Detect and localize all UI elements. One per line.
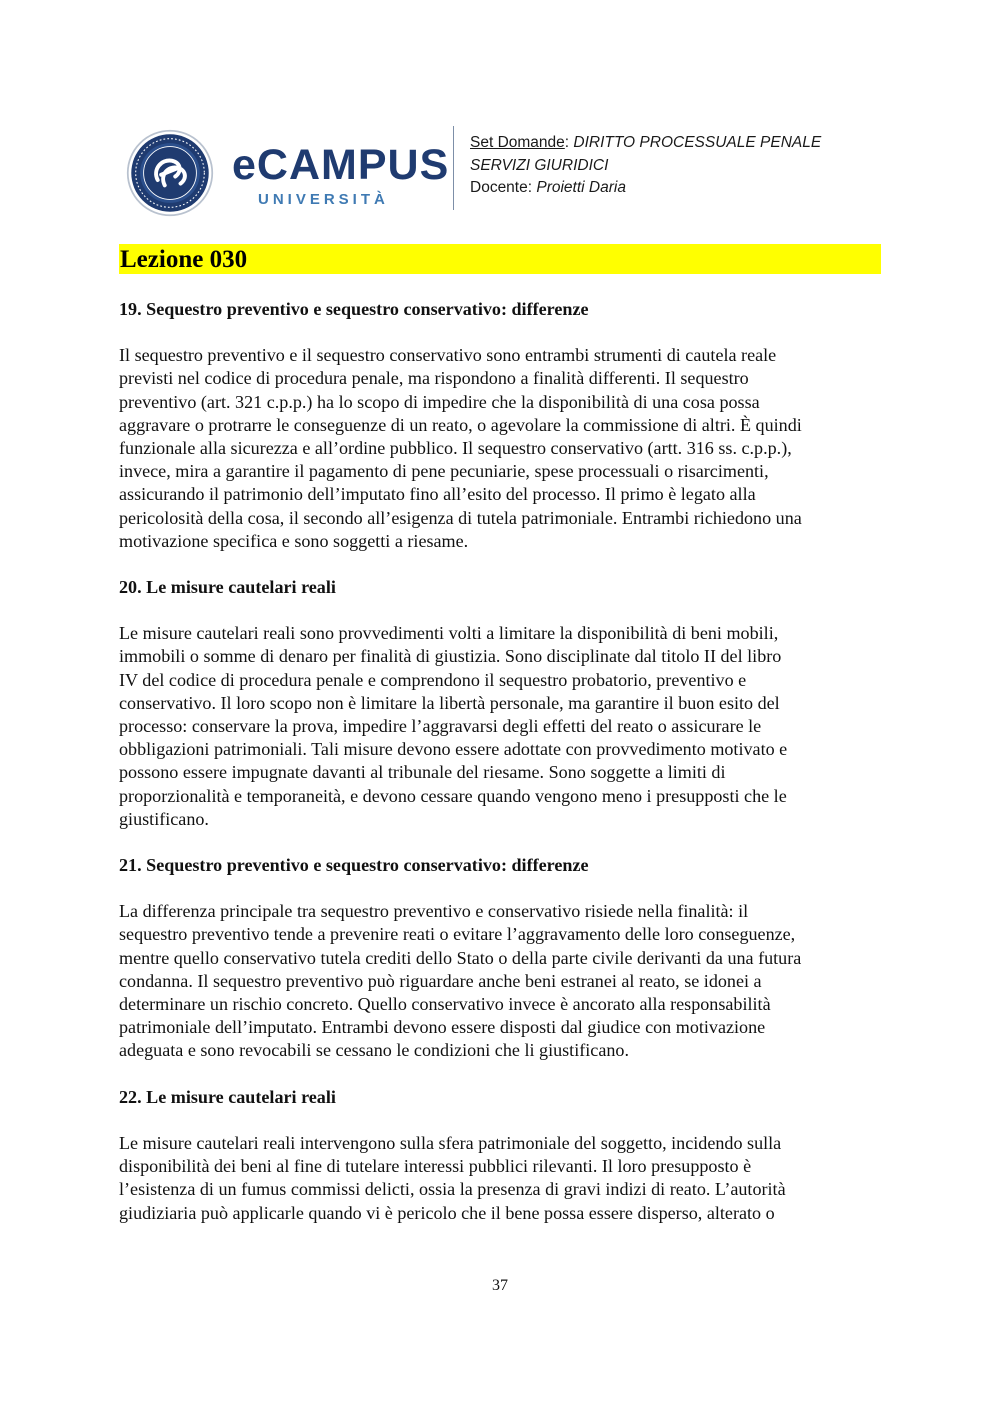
question-answer: [119, 900, 882, 1062]
answer-line: condanna. Il sequestro preventivo può riguardare anche beni estranei al reato, se idonei a: [119, 970, 762, 991]
answer-line: previsti nel codice di procedura penale, ma rispondono a finalità differenti. Il sequestro: [119, 368, 749, 389]
docente-label: Docente: [470, 179, 528, 196]
header-course-info: [470, 132, 821, 200]
answer-line: Il sequestro preventivo e il sequestro conservativo sono entrambi strumenti di cautela reale: [119, 345, 777, 366]
question-title: 21. Sequestro preventivo e sequestro conservativo: differenze: [119, 855, 589, 876]
answer-line: l’esistenza di un fumus commissi delicti, ossia la presenza di gravi indizi di reato. L’autorità: [119, 1179, 786, 1200]
logo-subtitle-text: UNIVERSITÀ: [258, 191, 389, 208]
question-title: 20. Le misure cautelari reali: [119, 577, 336, 598]
header-set-line: Set Domande: DIRITTO PROCESSUALE PENALE: [470, 134, 822, 151]
answer-line: sequestro preventivo tende a prevenire reati o evitare l’aggravamento delle loro conseguenze,: [119, 924, 796, 945]
answer-line: possono essere impugnate davanti al tribunale del riesame. Sono soggette a limiti di: [119, 762, 726, 783]
answer-line: invece, mira a garantire il pagamento di pene pecuniarie, spese processuali o risarcimenti,: [119, 461, 769, 482]
set-label: Set Domande: [470, 134, 565, 151]
question-answer: [119, 1132, 882, 1225]
page-number: 37: [492, 1277, 508, 1294]
header-docente-line: Docente: Proietti Daria: [470, 179, 626, 196]
answer-line: disponibilità dei beni al fine di tutelare interessi pubblici rilevanti. Il loro presupposto è: [119, 1156, 752, 1177]
answer-line: aggravare o protrarre le conseguenze di un reato, o agevolare la commissione di altri. È quindi: [119, 414, 802, 435]
questions-content: [119, 298, 882, 1248]
answer-line: IV del codice di procedura penale e comprendono il sequestro probatorio, preventivo e: [119, 669, 747, 690]
answer-line: Le misure cautelari reali intervengono sulla sfera patrimoniale del soggetto, incidendo sulla: [119, 1132, 782, 1153]
answer-line: proporzionalità e temporaneità, e devono cessare quando vengono meno i presupposti che le: [119, 785, 787, 806]
answer-line: adeguata e sono revocabili se cessano le condizioni che li giustificano.: [119, 1040, 629, 1061]
answer-line: La differenza principale tra sequestro preventivo e conservativo risiede nella finalità: il: [119, 901, 749, 922]
answer-line: pericolosità della cosa, il secondo all’esigenza di tutela patrimoniale. Entrambi richiedono una: [119, 507, 802, 528]
question-title: 22. Le misure cautelari reali: [119, 1086, 336, 1107]
logo-brand-text: eCAMPUS: [232, 141, 450, 189]
answer-line: funzionale alla sicurezza e all’ordine pubblico. Il sequestro conservativo (artt. 316 ss. c.p.p.),: [119, 438, 792, 459]
set-value-line2: SERVIZI GIURIDICI: [470, 156, 609, 174]
page-header: [122, 124, 882, 214]
answer-line: processo: conservare la prova, impedire l’aggravarsi degli effetti del reato o assicurare le: [119, 716, 762, 737]
question-answer: [119, 344, 882, 553]
lesson-title-banner: [119, 244, 881, 274]
answer-line: giustificano.: [119, 808, 209, 829]
answer-line: patrimoniale dell’imputato. Entrambi devono essere disposti dal giudice con motivazione: [119, 1017, 766, 1038]
university-seal-icon: [126, 129, 214, 217]
answer-line: mentre quello conservativo tutela crediti dello Stato o della parte civile derivanti da una futura: [119, 947, 802, 968]
answer-line: giudiziaria può applicarle quando vi è pericolo che il bene possa essere disperso, alterato o: [119, 1202, 775, 1223]
answer-line: preventivo (art. 321 c.p.p.) ha lo scopo di impedire che la disponibilità di una cosa possa: [119, 391, 760, 412]
lesson-title: Lezione 030: [120, 246, 248, 273]
answer-line: obbligazioni patrimoniali. Tali misure devono essere adottate con provvedimento motivato e: [119, 739, 788, 760]
header-divider: [453, 126, 454, 210]
university-logo-wordmark: [232, 141, 450, 214]
answer-line: conservativo. Il loro scopo non è limitare la libertà personale, ma garantire il buon esito del: [119, 692, 780, 713]
docente-value: Proietti Daria: [536, 179, 626, 196]
question-answer: [119, 622, 882, 831]
answer-line: immobili o somme di denaro per finalità di giustizia. Sono disciplinate dal titolo II del libro: [119, 646, 782, 667]
set-value: DIRITTO PROCESSUALE PENALE: [573, 134, 822, 151]
answer-line: Le misure cautelari reali sono provvedimenti volti a limitare la disponibilità di beni mobili,: [119, 623, 779, 644]
question-title: 19. Sequestro preventivo e sequestro conservativo: differenze: [119, 299, 589, 319]
answer-line: determinare un rischio concreto. Quello conservativo invece è ancorato alla responsabilità: [119, 994, 771, 1015]
answer-line: assicurando il patrimonio dell’imputato fino all’esito del processo. Il primo è legato alla: [119, 484, 756, 505]
answer-line: motivazione specifica e sono soggetti a riesame.: [119, 530, 469, 551]
header-set-line-2: [470, 155, 821, 178]
